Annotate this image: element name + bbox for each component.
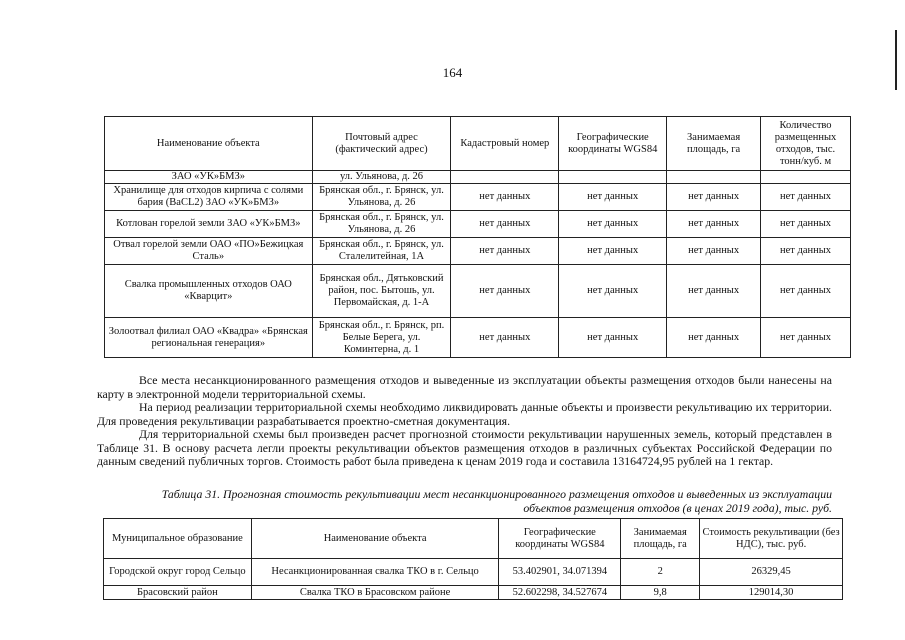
paragraph: Для территориальной схемы был произведен расчет прогнозной стоимости рекультивации нарушенных земель, который представлен в Таблице 31. В основу расчета легли проекты рекультивации объектов размещения отходов в различных субъектах Российской Федерации по данным сведений публичных торгов. Стоимость работ была приведена к ценам 2019 года и составила 13164724,95 рублей на 1 гектар. xyxy=(97,427,832,468)
table-cell: Свалка ТКО в Брасовском районе xyxy=(251,586,499,600)
table-cell: 129014,30 xyxy=(700,586,843,600)
table-cell: нет данных xyxy=(761,238,851,265)
paragraph: Все места несанкционированного размещения отходов и выведенные из эксплуатации объекты размещения отходов были нанесены на карту в электронной модели территориальной схемы. xyxy=(97,373,832,401)
reclamation-cost-table xyxy=(103,518,843,600)
header-cell: Почтовый адрес (фактический адрес) xyxy=(312,117,451,171)
table-cell: Несанкционированная свалка ТКО в г. Сельцо xyxy=(251,559,499,586)
table-caption: Таблица 31. Прогнозная стоимость рекультивации мест несанкционированного размещения отходов и выведенных из эксплуатации объектов размещения отходов (в ценах 2019 года), тыс. руб. xyxy=(161,487,832,515)
table-cell xyxy=(667,171,761,184)
table-cell xyxy=(761,171,851,184)
header-cell: Занимаемая площадь, га xyxy=(621,519,700,559)
table-cell: нет данных xyxy=(761,211,851,238)
table-cell: Брянская обл., Дятьковский район, пос. Бытошь, ул. Первомайская, д. 1-А xyxy=(312,265,451,318)
table-cell: нет данных xyxy=(667,184,761,211)
table-cell xyxy=(451,171,559,184)
page-number: 164 xyxy=(442,65,463,80)
table-header-row xyxy=(104,519,843,559)
table-cell: Свалка промышленных отходов ОАО «Кварцит» xyxy=(105,265,313,318)
header-cell: Географические координаты WGS84 xyxy=(559,117,667,171)
header-cell: Наименование объекта xyxy=(251,519,499,559)
table-cell: ул. Ульянова, д. 26 xyxy=(312,171,451,184)
waste-objects-table xyxy=(104,116,851,358)
table-cell: 52.602298, 34.527674 xyxy=(499,586,621,600)
table-cell: Брянская обл., г. Брянск, ул. Ульянова, д. 26 xyxy=(312,211,451,238)
table-cell: нет данных xyxy=(667,211,761,238)
table-cell: нет данных xyxy=(559,184,667,211)
table-cell: нет данных xyxy=(451,184,559,211)
table-cell: нет данных xyxy=(451,211,559,238)
table-cell: 53.402901, 34.071394 xyxy=(499,559,621,586)
table-cell: нет данных xyxy=(451,238,559,265)
paragraph: На период реализации территориальной схемы необходимо ликвидировать данные объекты и произвести рекультивацию их территории. Для проведения рекультивации разрабатывается проектно-сметная документация. xyxy=(97,400,832,428)
table-row xyxy=(105,318,851,358)
table-row xyxy=(105,238,851,265)
table-cell: нет данных xyxy=(559,211,667,238)
table-cell: 9,8 xyxy=(621,586,700,600)
table-row xyxy=(105,184,851,211)
table-cell: ЗАО «УК»БМЗ» xyxy=(105,171,313,184)
header-cell: Наименование объекта xyxy=(105,117,313,171)
header-cell: Кадастровый номер xyxy=(451,117,559,171)
table-cell: нет данных xyxy=(667,265,761,318)
header-cell: Занимаемая площадь, га xyxy=(667,117,761,171)
table-cell: Брянская обл., г. Брянск, ул. Сталелитейная, 1А xyxy=(312,238,451,265)
table-cell: 26329,45 xyxy=(700,559,843,586)
table-cell: нет данных xyxy=(667,318,761,358)
table-cell: Брянская обл., г. Брянск, ул. Ульянова, д. 26 xyxy=(312,184,451,211)
body-text xyxy=(97,374,832,469)
table-cell: Хранилище для отходов кирпича с солями бария (BaCL2) ЗАО «УК»БМЗ» xyxy=(105,184,313,211)
table-row xyxy=(105,171,851,184)
table-cell: Брянская обл., г. Брянск, рп. Белые Берега, ул. Коминтерна, д. 1 xyxy=(312,318,451,358)
table-row xyxy=(105,211,851,238)
table-cell: Котлован горелой земли ЗАО «УК»БМЗ» xyxy=(105,211,313,238)
table-row xyxy=(104,586,843,600)
table-cell xyxy=(559,171,667,184)
table-header-row xyxy=(105,117,851,171)
table-row xyxy=(104,559,843,586)
table-cell: Брасовский район xyxy=(104,586,252,600)
table-cell: нет данных xyxy=(667,238,761,265)
header-cell: Количество размещенных отходов, тыс. тонн/куб. м xyxy=(761,117,851,171)
table-cell: нет данных xyxy=(761,318,851,358)
header-cell: Географические координаты WGS84 xyxy=(499,519,621,559)
table-row xyxy=(105,265,851,318)
table-cell: нет данных xyxy=(451,265,559,318)
table-cell: нет данных xyxy=(761,265,851,318)
table-cell: нет данных xyxy=(559,265,667,318)
table-cell: нет данных xyxy=(559,238,667,265)
table-cell: нет данных xyxy=(559,318,667,358)
margin-line xyxy=(895,30,897,90)
table-cell: Городской округ город Сельцо xyxy=(104,559,252,586)
table-cell: 2 xyxy=(621,559,700,586)
table-cell: Золоотвал филиал ОАО «Квадра» «Брянская региональная генерация» xyxy=(105,318,313,358)
header-cell: Муниципальное образование xyxy=(104,519,252,559)
table-cell: нет данных xyxy=(451,318,559,358)
table-cell: Отвал горелой земли ОАО «ПО»Бежицкая Сталь» xyxy=(105,238,313,265)
table-cell: нет данных xyxy=(761,184,851,211)
header-cell: Стоимость рекультивации (без НДС), тыс. руб. xyxy=(700,519,843,559)
